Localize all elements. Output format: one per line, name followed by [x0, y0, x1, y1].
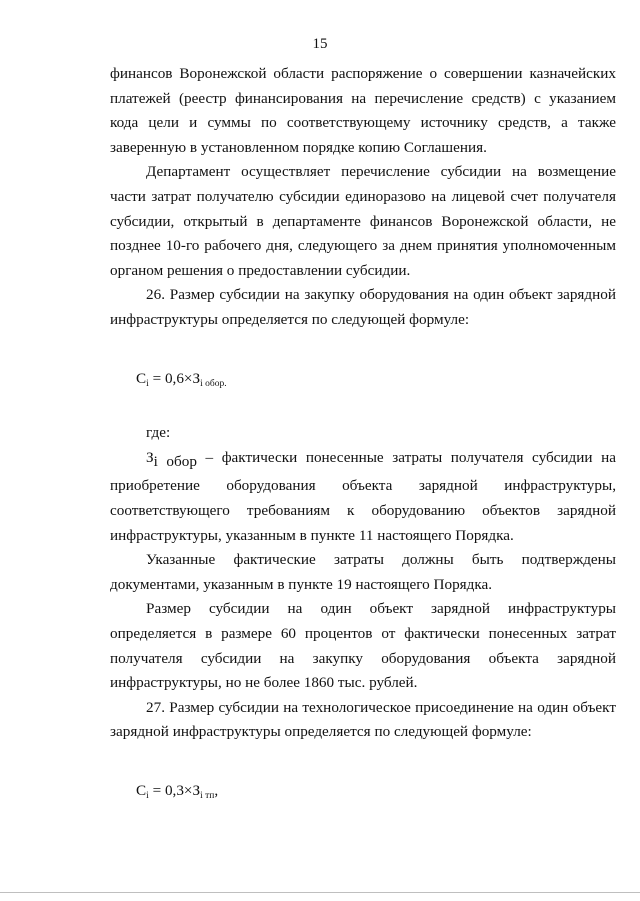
page-number: 15 — [312, 36, 328, 52]
formula-connection-lhs: C — [136, 781, 147, 799]
variable-definition-text: – фактически понесенные затраты получателя субсидии на приобретение оборудования объекта зарядной инфраструктуры, соответствующего требованиям к оборудованию объектов зарядной инфраструктуры, указанным в пункте 11 настоящего Порядка. — [110, 448, 616, 544]
paragraph-costs-confirmation: Указанные фактические затраты должны быть подтверждены документами, указанным в пункте 19 настоящего Порядка. — [110, 551, 616, 593]
paragraph-department-transfer: Департамент осуществляет перечисление субсидии на возмещение части затрат получателю субсидии единоразово на лицевой счет получателя субсидии, открытый в департаменте финансов Воронежской области, не позднее 10-го рабочего дня, следующего за днем принятия уполномоченным органом решения о предоставлении субсидии. — [110, 163, 616, 279]
bottom-divider — [0, 892, 640, 893]
variable-subscript: i обор — [153, 452, 197, 470]
paragraph-26-heading: 26. Размер субсидии на закупку оборудования на один объект зарядной инфраструктуры определяется по следующей формуле: — [110, 286, 616, 328]
formula-connection-rhs-sub: i тп — [200, 790, 215, 801]
variable-symbol: З — [146, 448, 154, 466]
where-label: где: — [146, 424, 171, 442]
document-body — [110, 62, 616, 803]
formula-equipment — [110, 367, 616, 392]
formula-equipment-rhs: = 0,6×З — [148, 369, 201, 387]
formula-equipment-lhs: C — [136, 369, 147, 387]
formula-equipment-rhs-sub: i обор. — [200, 378, 227, 389]
paragraph-variable-definition — [110, 446, 616, 548]
formula-connection-rhs: = 0,3×З — [148, 781, 201, 799]
paragraph-continuation: финансов Воронежской области распоряжение о совершении казначейских платежей (реестр финансирования на перечисление средств) с указанием кода цели и суммы по соответствующему источнику средств, а также заверенную в установленном порядке копию Соглашения. — [110, 65, 616, 156]
paragraph-subsidy-limit: Размер субсидии на один объект зарядной инфраструктуры определяется в размере 60 процентов от фактически понесенных затрат получателя субсидии на закупку оборудования объекта зарядной инфраструктуры, но не более 1860 тыс. рублей. — [110, 600, 616, 692]
paragraph-27-heading: 27. Размер субсидии на технологическое присоединение на один объект зарядной инфраструктуры определяется по следующей формуле: — [110, 698, 616, 741]
formula-equipment-lhs-sub: i — [146, 378, 149, 389]
formula-connection — [110, 779, 616, 804]
formula-connection-tail: , — [214, 781, 219, 799]
formula-connection-lhs-sub: i — [146, 790, 149, 801]
